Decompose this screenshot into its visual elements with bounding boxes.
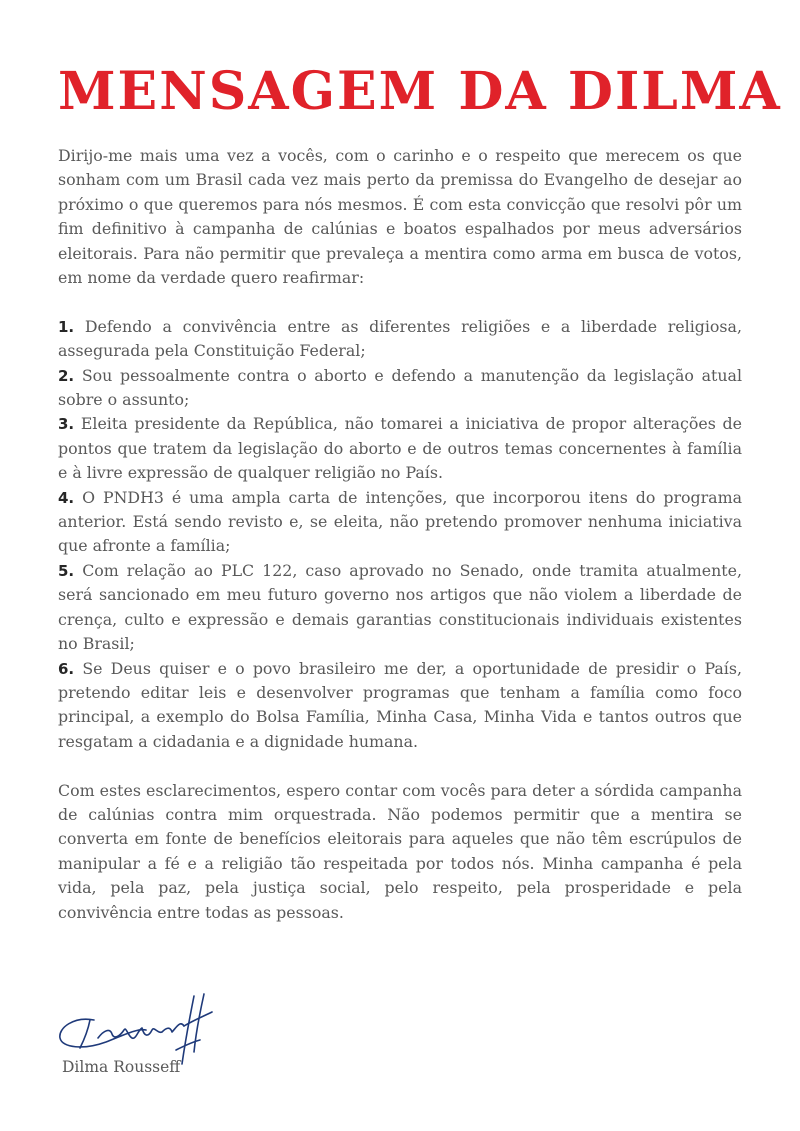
closing-paragraph: Com estes esclarecimentos, espero contar com vocês para deter a sórdida campanha de calúnias contra mim orquestrada. Não podemos permitir que a mentira se converta em fonte de benefícios eleitorais para aqueles que não têm escrúpulos de manipular a fé e a religião tão respeitada por todos nós. Minha campanha é pela vida, pela paz, pela justiça social, pelo respeito, pela prosperidade e pela convivência entre todas as pessoas. [58, 780, 742, 922]
list-item [58, 486, 742, 559]
item-text: Sou pessoalmente contra o aborto e defendo a manutenção da legislação atual sobre o assunto; [58, 365, 742, 410]
intro-paragraph: Dirijo-me mais uma vez a vocês, com o carinho e o respeito que merecem os que sonham com um Brasil cada vez mais perto da premissa do Evangelho de desejar ao próximo o que queremos para nós mesmos. É com esta convicção que resolvi pôr um fim definitivo à campanha de calúnias e boatos espalhados por meus adversários eleitorais. Para não permitir que prevaleça a mentira como arma em busca de votos, em nome da verdade quero reafirmar: [58, 146, 742, 288]
item-number: 3. [58, 415, 75, 434]
item-number: 1. [58, 317, 75, 336]
paragraph-spacer [58, 754, 742, 778]
item-number: 2. [58, 366, 75, 385]
item-text: Com relação ao PLC 122, caso aprovado no Senado, onde tramita atualmente, será sancionado em meu futuro governo nos artigos que não violem a liberdade de crença, culto e expressão e demais garantias constitucionais individuais existentes no Brasil; [58, 560, 743, 654]
signature-stroke [182, 996, 194, 1064]
signature-stroke [98, 1024, 184, 1038]
item-text: Defendo a convivência entre as diferentes religiões e a liberdade religiosa, assegurada pela Constituição Federal; [58, 316, 742, 361]
item-text: Eleita presidente da República, não tomarei a iniciativa de propor alterações de pontos que tratem da legislação do aborto e de outros temas concernentes à família e à livre expressão de qualquer religião no País. [58, 414, 742, 483]
list-item [58, 657, 742, 755]
item-text: Se Deus quiser e o povo brasileiro me der, a oportunidade de presidir o País, pretendo editar leis e desenvolver programas que tenham a família como foco principal, a exemplo do Bolsa Família, Minha Casa, Minha Vida e tantos outros que resgatam a cidadania e a dignidade humana. [58, 658, 742, 751]
page-title: MENSAGEM DA DILMA [58, 61, 782, 122]
item-text: O PNDH3 é uma ampla carta de intenções, que incorporou itens do programa anterior. Está sendo revisto e, se eleita, não pretendo promover nenhuma iniciativa que afronte a família; [58, 487, 742, 556]
letter-body [58, 144, 742, 925]
item-number: 4. [58, 488, 75, 507]
signature-stroke [80, 1020, 90, 1048]
signature-stroke [194, 994, 204, 1052]
list-item [58, 364, 742, 413]
item-number: 6. [58, 659, 75, 678]
signatory-name: Dilma Rousseff [62, 1058, 181, 1076]
list-item [58, 559, 742, 657]
signature-stroke [176, 1040, 200, 1050]
list-item [58, 315, 742, 364]
paragraph-spacer [58, 290, 742, 314]
item-number: 5. [58, 561, 75, 580]
list-item [58, 412, 742, 485]
